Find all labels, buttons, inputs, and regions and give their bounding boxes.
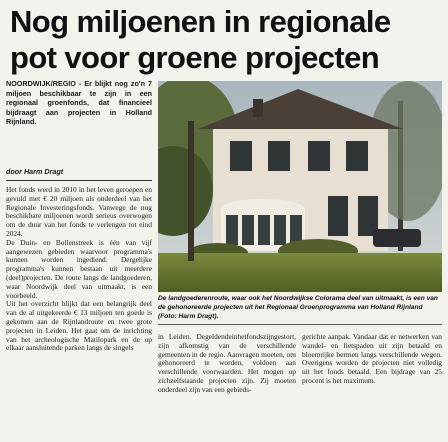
paragraph: Het fonds werd in 2010 in het leven geroepen en gevuld met € 20 miljoen als onderdeel van het Regionale Investeringsfonds. Vanwege de nog beschikbare miljoenen wordt serieus overwogen om de duur van het fonds te verlengen tot eind 2024. [6,186,152,238]
photo-caption: De landgoederenroute, waar ook het Noordwijkse Colorama deel van uitmaakt, is een van de gehonoreerde projecten uit het Regionaal Groenprogramma van Holland Rijnland (Foto: Harm Dragt). [158,295,438,321]
caption-divider [158,324,442,325]
article-column-2: in Leiden. Degeldendeinhetfondszijngestort, zijn afkomstig van de verschillende gemeenten in de regio. Aanvragen moeten, om gehonoreerd te worden, voldoen aan verschillende voorwaarden. Het mogen op zichzelfstaande projecten zijn. Zij moeten onderdeel zijn van een gebieds- [158,333,296,394]
article-column-3: gerichte aanpak. Vandaar dat er netwerken van wandel- en fietspaden uit zijn betaald en bloemrijke bermen langs verschillende wegen. Overigens worden de projecten niet volledig uit het fonds betaald. Een bijdrage van 25 procent is het maximum. [302,333,442,385]
paragraph: Uit het overzicht blijkt dat een belangrijk deel van de al uitgekeerde € 13 miljoen ten goede is gekomen aan de Rijnlandroute en twee grote projecten in Leiden. Het gaat om de inrichting van het archeologische Matilopark en de op elkaar aansluitende parken langs de singels [6,299,152,353]
article-photo [158,81,442,292]
headline-line-1: Nog miljoenen in regionale [10,4,391,39]
headline-line-2: pot voor groene projecten [10,40,380,75]
paragraph: De Duin- en Bollenstreek is één van vijf aangewezen gebieden waarvoor programma's kunnen worden ingediend. Dergelijke programma's kunnen bestaan uit meerdere (deel)projecten. De route langs de landgoederen, waar Noordwijk deel van uitmaakt, is een voorbeeld. [6,237,152,300]
article-lede: NOORDWIJK/REGIO - Er blijkt nog zo'n 7 miljoen beschikbaar te zijn in een regionaal groenfonds, dat financieel bijdraagt aan projecten in Holland Rijnland. [6,79,152,127]
byline-divider [6,180,152,181]
villa-photo-illustration [158,81,442,292]
article-headline [10,4,442,76]
article-column-1 [6,186,152,442]
byline: door Harm Dragt [6,167,64,176]
